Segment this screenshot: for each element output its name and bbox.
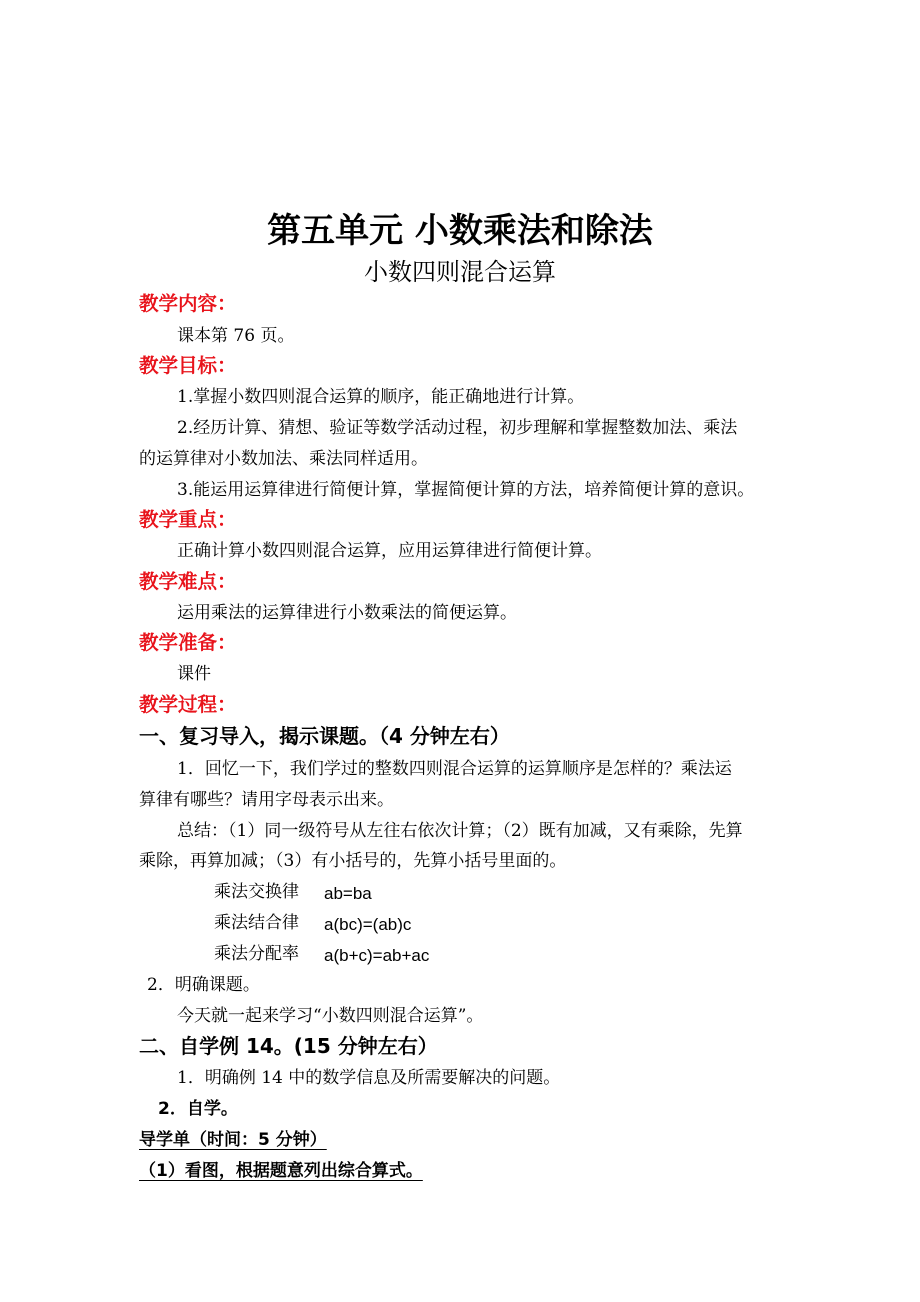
teaching-goals-heading: 教学目标： xyxy=(139,354,237,377)
section-1-q1-line2: 算律有哪些？请用字母表示出来。 xyxy=(139,790,394,810)
teaching-goal-2-cont: 的运算律对小数加法、乘法同样适用。 xyxy=(139,449,428,469)
section-1-q2: 2．明确课题。 xyxy=(147,975,260,995)
section-2-q1: 1．明确例 14 中的数学信息及所需要解决的问题。 xyxy=(177,1068,561,1088)
guide-sheet-title: 导学单（时间：5 分钟） xyxy=(139,1130,327,1150)
section-1-q1-line1: 1．回忆一下，我们学过的整数四则混合运算的运算顺序是怎样的？乘法运 xyxy=(177,759,732,779)
document-title: 第五单元 小数乘法和除法 xyxy=(267,211,653,251)
law-formula-distributive: a(b+c)=ab+ac xyxy=(324,946,430,965)
difficulties-heading: 教学难点： xyxy=(139,570,237,593)
section-2-heading: 二、自学例 14。(15 分钟左右） xyxy=(139,1034,438,1058)
law-formula-associative: a(bc)=(ab)c xyxy=(324,915,412,934)
teaching-content-text: 课本第 76 页。 xyxy=(177,326,295,346)
law-name-associative: 乘法结合律 xyxy=(214,913,299,933)
preparation-text: 课件 xyxy=(177,664,211,684)
law-name-distributive: 乘法分配率 xyxy=(214,944,299,964)
law-formula-commutative: ab=ba xyxy=(324,884,372,903)
teaching-goal-2: 2.经历计算、猜想、验证等数学活动过程，初步理解和掌握整数加法、乘法 xyxy=(177,418,738,438)
section-2-q2: 2．自学。 xyxy=(158,1099,238,1119)
guide-sheet-item-1: （1）看图，根据题意列出综合算式。 xyxy=(139,1161,423,1181)
key-points-heading: 教学重点： xyxy=(139,508,237,531)
section-1-summary-line2: 乘除，再算加减；（3）有小括号的，先算小括号里面的。 xyxy=(139,851,567,871)
preparation-heading: 教学准备： xyxy=(139,631,237,654)
difficulties-text: 运用乘法的运算律进行小数乘法的简便运算。 xyxy=(177,603,517,623)
section-1-heading: 一、复习导入，揭示课题。（4 分钟左右） xyxy=(139,724,510,748)
section-1-summary-line1: 总结：（1）同一级符号从左往右依次计算；（2）既有加减，又有乘除，先算 xyxy=(177,821,743,841)
teaching-goal-3: 3.能运用运算律进行简便计算，掌握简便计算的方法，培养简便计算的意识。 xyxy=(177,480,755,500)
teaching-goal-1: 1.掌握小数四则混合运算的顺序，能正确地进行计算。 xyxy=(177,387,585,407)
teaching-content-heading: 教学内容： xyxy=(139,292,237,315)
process-heading: 教学过程： xyxy=(139,693,237,716)
law-name-commutative: 乘法交换律 xyxy=(214,882,299,902)
key-points-text: 正确计算小数四则混合运算，应用运算律进行简便计算。 xyxy=(177,541,602,561)
document-subtitle: 小数四则混合运算 xyxy=(364,258,556,286)
section-1-q2-text: 今天就一起来学习“小数四则混合运算”。 xyxy=(177,1006,484,1026)
